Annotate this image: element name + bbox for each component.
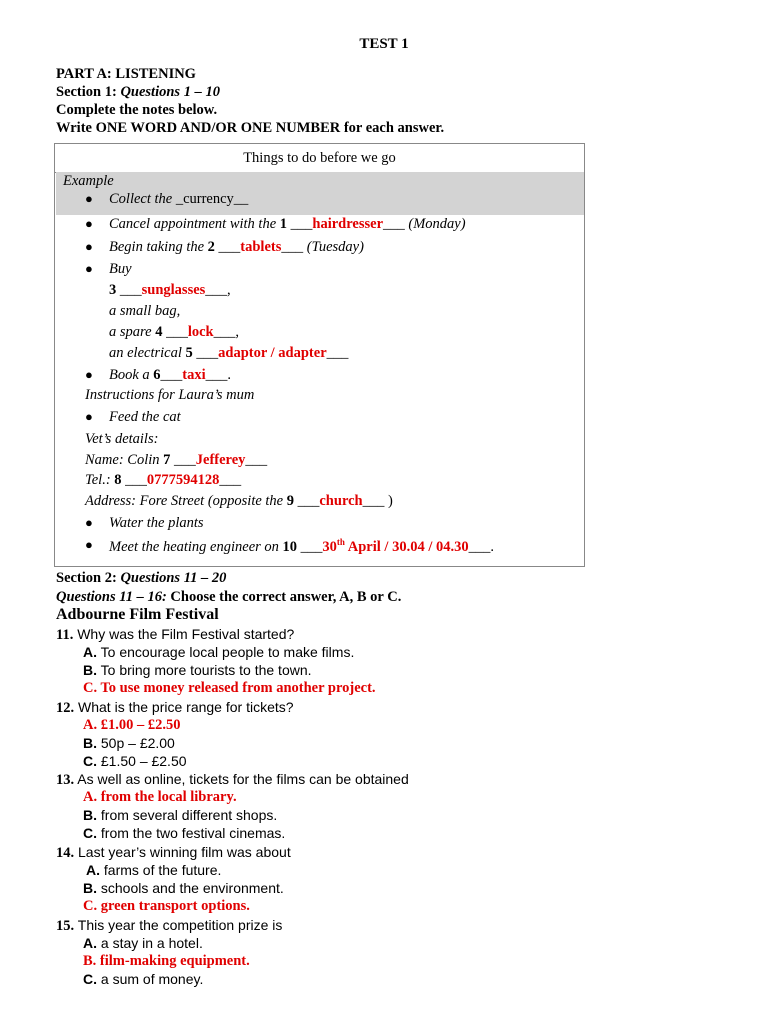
notes-table: Things to do before we go Example ● Collect the _currency__ ● Cancel appointment with the 1 ___hairdresser___ (Monday) ● Begin taking the 2 ___tablets___ (Tuesday) ● Buy 3 ___sunglasses___, a small bag, a spare 4 ___lock___, an electrical 5 ___adaptor / adapter___ ● Book a 6___taxi___. Instructions for Laura’s mum ● Feed the cat Vet’s details: Name: Colin 7 ___Jefferey___ Tel.: 8 ___0777594128___ Address: Fore Street (opposite the 9 ___church___ ) ● Water the plants ● Meet the heating engineer on 10 ___30th April / 30.04 / 04.30___. (54, 143, 585, 567)
option-14c-correct: C. green transport options. (83, 898, 250, 914)
test-title: TEST 1 (359, 36, 409, 52)
option-13c: C. from the two festival cinemas. (83, 825, 286, 841)
bullet-icon: ● (85, 409, 93, 424)
section2-heading: Section 2: Questions 11 – 20 (56, 570, 227, 586)
instruction-word-limit: Write ONE WORD AND/OR ONE NUMBER for each answer. (56, 120, 445, 136)
option-14b: B. schools and the environment. (83, 880, 284, 896)
instruction-complete: Complete the notes below. (56, 102, 218, 118)
option-15a: A. a stay in a hotel. (83, 935, 203, 951)
option-15c: C. a sum of money. (83, 971, 204, 987)
option-14a: A. farms of the future. (86, 862, 222, 878)
bullet-icon: ● (85, 216, 93, 231)
bullet-icon: ● (85, 537, 93, 552)
bullet-icon: ● (85, 261, 93, 276)
option-12c: C. £1.50 – £2.50 (83, 753, 187, 769)
option-13a-correct: A. from the local library. (83, 789, 237, 805)
question-15: 15. This year the competition prize is (56, 917, 283, 934)
option-13b: B. from several different shops. (83, 807, 278, 823)
question-13: 13. As well as online, tickets for the films can be obtained (56, 771, 409, 788)
section1-heading: Section 1: Questions 1 – 10 (56, 84, 220, 100)
bullet-icon: ● (85, 367, 93, 382)
section2-instruction: Questions 11 – 16: Choose the correct answer, A, B or C. (56, 589, 402, 605)
question-12: 12. What is the price range for tickets? (56, 699, 294, 716)
question-11: 11. Why was the Film Festival started? (56, 626, 295, 643)
example-label: Example (63, 173, 114, 189)
bullet-icon: ● (85, 515, 93, 530)
option-15b-correct: B. film-making equipment. (83, 953, 250, 969)
option-11a: A. To encourage local people to make films. (83, 644, 355, 660)
festival-title: Adbourne Film Festival (56, 606, 219, 623)
notes-table-header: Things to do before we go (55, 144, 584, 173)
option-12b: B. 50p – £2.00 (83, 735, 175, 751)
option-11b: B. To bring more tourists to the town. (83, 662, 312, 678)
question-14: 14. Last year’s winning film was about (56, 844, 291, 861)
bullet-icon: ● (85, 239, 93, 254)
part-heading: PART A: LISTENING (56, 66, 196, 82)
option-11c-correct: C. To use money released from another project. (83, 680, 376, 696)
bullet-icon: ● (85, 191, 93, 206)
option-12a-correct: A. £1.00 – £2.50 (83, 717, 181, 733)
